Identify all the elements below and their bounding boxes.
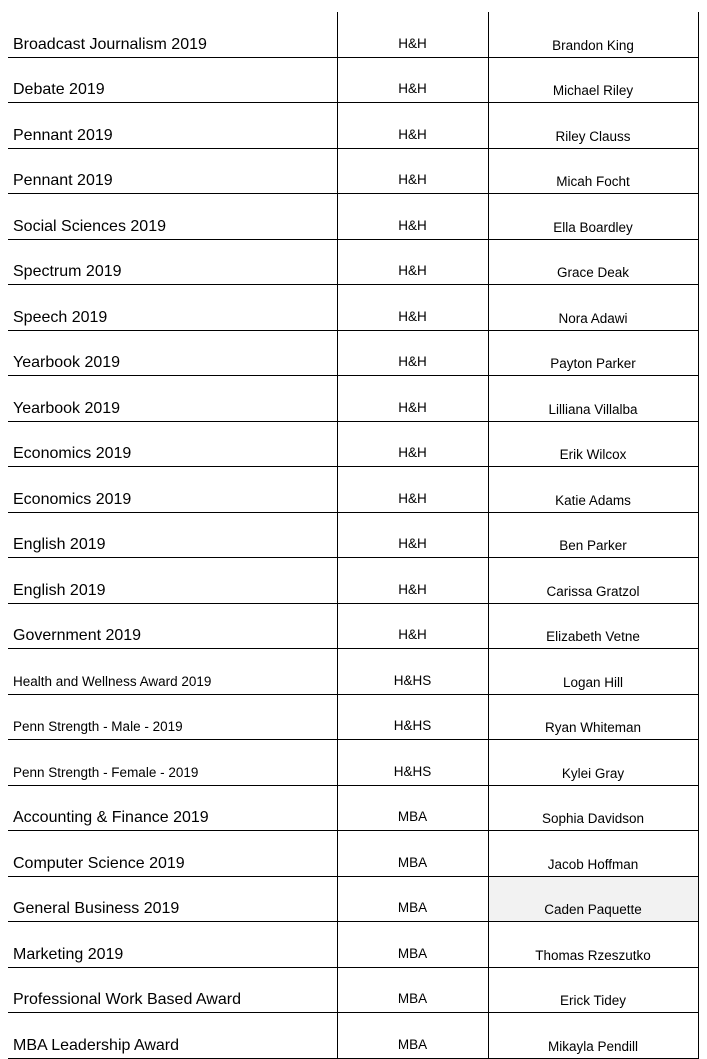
award-cell[interactable]: English 2019 — [8, 558, 337, 604]
recipient-cell[interactable]: Micah Focht — [488, 148, 698, 194]
department-cell[interactable]: H&H — [337, 467, 488, 513]
department-cell[interactable]: MBA — [337, 785, 488, 831]
award-cell[interactable]: Speech 2019 — [8, 285, 337, 331]
table-row — [8, 421, 698, 467]
award-cell[interactable]: Pennant 2019 — [8, 148, 337, 194]
award-cell[interactable]: Economics 2019 — [8, 421, 337, 467]
recipient-cell[interactable]: Carissa Gratzol — [488, 558, 698, 604]
department-cell[interactable]: H&H — [337, 194, 488, 240]
department-cell[interactable]: H&H — [337, 12, 488, 57]
award-cell[interactable]: Pennant 2019 — [8, 103, 337, 149]
award-cell[interactable]: Yearbook 2019 — [8, 376, 337, 422]
table-row — [8, 785, 698, 831]
table-row — [8, 12, 698, 57]
table-row — [8, 330, 698, 376]
recipient-cell[interactable]: Grace Deak — [488, 239, 698, 285]
department-cell[interactable]: MBA — [337, 876, 488, 922]
recipient-cell[interactable]: Ben Parker — [488, 512, 698, 558]
table-row — [8, 694, 698, 740]
table-row — [8, 922, 698, 968]
recipient-cell[interactable]: Payton Parker — [488, 330, 698, 376]
table-row — [8, 967, 698, 1013]
department-cell[interactable]: H&H — [337, 103, 488, 149]
recipient-cell[interactable]: Lilliana Villalba — [488, 376, 698, 422]
table-row — [8, 239, 698, 285]
department-cell[interactable]: H&H — [337, 512, 488, 558]
table-row — [8, 603, 698, 649]
department-cell[interactable]: MBA — [337, 922, 488, 968]
recipient-cell[interactable]: Thomas Rzeszutko — [488, 922, 698, 968]
recipient-cell[interactable]: Mikayla Pendill — [488, 1013, 698, 1059]
award-cell[interactable]: Yearbook 2019 — [8, 330, 337, 376]
department-cell[interactable]: H&H — [337, 239, 488, 285]
recipient-cell[interactable]: Logan Hill — [488, 649, 698, 695]
award-cell[interactable]: Spectrum 2019 — [8, 239, 337, 285]
recipient-cell[interactable]: Michael Riley — [488, 57, 698, 103]
recipient-cell[interactable]: Sophia Davidson — [488, 785, 698, 831]
table-row — [8, 1013, 698, 1059]
department-cell[interactable]: H&H — [337, 558, 488, 604]
department-cell[interactable]: H&HS — [337, 649, 488, 695]
recipient-cell[interactable]: Riley Clauss — [488, 103, 698, 149]
table-row — [8, 512, 698, 558]
recipient-cell[interactable]: Jacob Hoffman — [488, 831, 698, 877]
award-cell[interactable]: Computer Science 2019 — [8, 831, 337, 877]
department-cell[interactable]: H&H — [337, 148, 488, 194]
table-row — [8, 831, 698, 877]
award-cell[interactable]: English 2019 — [8, 512, 337, 558]
award-cell[interactable]: Marketing 2019 — [8, 922, 337, 968]
department-cell[interactable]: MBA — [337, 831, 488, 877]
table-row — [8, 876, 698, 922]
recipient-cell[interactable]: Ella Boardley — [488, 194, 698, 240]
table-row — [8, 467, 698, 513]
award-cell[interactable]: Penn Strength - Female - 2019 — [8, 740, 337, 786]
department-cell[interactable]: H&H — [337, 603, 488, 649]
recipient-cell[interactable]: Kylei Gray — [488, 740, 698, 786]
department-cell[interactable]: H&H — [337, 285, 488, 331]
award-cell[interactable]: Social Sciences 2019 — [8, 194, 337, 240]
department-cell[interactable]: H&HS — [337, 694, 488, 740]
awards-table — [8, 12, 699, 1059]
table-row — [8, 148, 698, 194]
recipient-cell[interactable]: Erick Tidey — [488, 967, 698, 1013]
recipient-cell-selected[interactable]: Caden Paquette — [488, 876, 698, 922]
department-cell[interactable]: H&H — [337, 421, 488, 467]
recipient-cell[interactable]: Katie Adams — [488, 467, 698, 513]
award-cell[interactable]: Government 2019 — [8, 603, 337, 649]
department-cell[interactable]: H&H — [337, 330, 488, 376]
recipient-cell[interactable]: Brandon King — [488, 12, 698, 57]
award-cell[interactable]: Broadcast Journalism 2019 — [8, 12, 337, 57]
table-row — [8, 740, 698, 786]
department-cell[interactable]: H&H — [337, 376, 488, 422]
department-cell[interactable]: H&HS — [337, 740, 488, 786]
department-cell[interactable]: H&H — [337, 57, 488, 103]
table-row — [8, 649, 698, 695]
award-cell[interactable]: Professional Work Based Award — [8, 967, 337, 1013]
award-cell[interactable]: Debate 2019 — [8, 57, 337, 103]
award-cell[interactable]: Accounting & Finance 2019 — [8, 785, 337, 831]
award-cell[interactable]: Penn Strength - Male - 2019 — [8, 694, 337, 740]
award-cell[interactable]: General Business 2019 — [8, 876, 337, 922]
table-row — [8, 194, 698, 240]
table-row — [8, 57, 698, 103]
award-cell[interactable]: Health and Wellness Award 2019 — [8, 649, 337, 695]
table-row — [8, 558, 698, 604]
table-row — [8, 285, 698, 331]
award-cell[interactable]: MBA Leadership Award — [8, 1013, 337, 1059]
table-row — [8, 103, 698, 149]
award-cell[interactable]: Economics 2019 — [8, 467, 337, 513]
recipient-cell[interactable]: Ryan Whiteman — [488, 694, 698, 740]
recipient-cell[interactable]: Erik Wilcox — [488, 421, 698, 467]
recipient-cell[interactable]: Elizabeth Vetne — [488, 603, 698, 649]
recipient-cell[interactable]: Nora Adawi — [488, 285, 698, 331]
table-row — [8, 376, 698, 422]
department-cell[interactable]: MBA — [337, 1013, 488, 1059]
department-cell[interactable]: MBA — [337, 967, 488, 1013]
